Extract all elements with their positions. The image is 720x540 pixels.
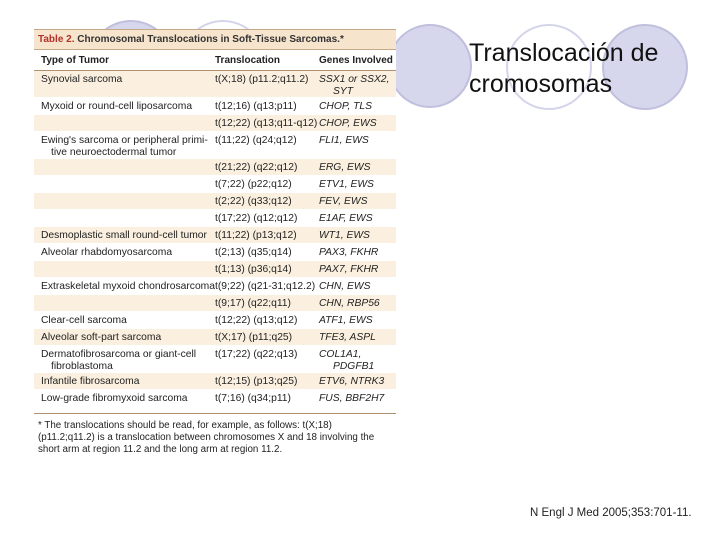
table-row xyxy=(34,261,396,278)
cell-translocation: t(2;13) (q35;q14) xyxy=(215,247,292,258)
table-row xyxy=(34,176,396,193)
cell-tumor-type-line-2: fibroblastoma xyxy=(51,360,113,372)
cell-tumor-type-line-1: Desmoplastic small round-cell tumor xyxy=(41,230,207,241)
cell-genes-line-1: CHOP, EWS xyxy=(319,118,377,129)
cell-genes-line-1: COL1A1, xyxy=(319,349,362,360)
table-row xyxy=(34,346,396,373)
cell-translocation: t(12;15) (p13;q25) xyxy=(215,376,298,387)
cell-genes-involved xyxy=(319,135,369,147)
cell-tumor-type-line-1: Ewing's sarcoma or peripheral primi- xyxy=(41,135,208,146)
cell-genes-line-1: CHN, RBP56 xyxy=(319,298,380,309)
table-row xyxy=(34,244,396,261)
cell-genes-line-1: ETV1, EWS xyxy=(319,179,374,190)
cell-genes-involved xyxy=(319,281,371,293)
cell-tumor-type xyxy=(41,281,215,293)
cell-genes-line-1: FLI1, EWS xyxy=(319,135,369,146)
cell-genes-line-1: WT1, EWS xyxy=(319,230,370,241)
cell-genes-line-1: ATF1, EWS xyxy=(319,315,373,326)
cell-translocation: t(12;22) (q13;q11-q12) xyxy=(215,118,318,129)
cell-tumor-type-line-1: Extraskeletal myxoid chondrosarcoma xyxy=(41,281,215,292)
cell-translocation: t(9;17) (q22;q11) xyxy=(215,298,291,309)
cell-translocation: t(17;22) (q12;q12) xyxy=(215,213,298,224)
table-row xyxy=(34,132,396,159)
cell-tumor-type xyxy=(41,74,122,86)
translocation-table xyxy=(34,29,396,463)
cell-genes-involved xyxy=(319,349,374,372)
cell-translocation: t(2;22) (q33;q12) xyxy=(215,196,292,207)
table-row xyxy=(34,71,396,98)
cell-translocation: t(17;22) (q22;q13) xyxy=(215,349,298,360)
table-row xyxy=(34,373,396,390)
cell-tumor-type xyxy=(41,349,196,372)
table-caption xyxy=(34,29,396,50)
table-row xyxy=(34,210,396,227)
cell-genes-line-1: SSX1 or SSX2, xyxy=(319,74,390,85)
cell-tumor-type-line-1: Alveolar soft-part sarcoma xyxy=(41,332,162,343)
cell-translocation: t(1;13) (p36;q14) xyxy=(215,264,292,275)
cell-tumor-type-line-1: Alveolar rhabdomyosarcoma xyxy=(41,247,173,258)
cell-tumor-type xyxy=(41,135,208,158)
table-header-row xyxy=(34,50,396,71)
cell-genes-involved xyxy=(319,264,378,276)
cell-translocation: t(12;16) (q13;p11) xyxy=(215,101,297,112)
cell-translocation: t(9;22) (q21-31;q12.2) xyxy=(215,281,316,292)
cell-genes-involved xyxy=(319,179,374,191)
table-row xyxy=(34,159,396,176)
cell-translocation: t(11;22) (p13;q12) xyxy=(215,230,297,241)
header-type-of-tumor: Type of Tumor xyxy=(41,55,109,66)
cell-genes-line-1: ETV6, NTRK3 xyxy=(319,376,385,387)
table-row xyxy=(34,98,396,115)
table-caption-label: Table 2. xyxy=(38,34,75,45)
cell-genes-involved xyxy=(319,230,370,242)
cell-genes-line-1: E1AF, EWS xyxy=(319,213,373,224)
cell-tumor-type xyxy=(41,376,139,388)
cell-tumor-type-line-1: Clear-cell sarcoma xyxy=(41,315,127,326)
cell-genes-line-1: PAX7, FKHR xyxy=(319,264,379,275)
cell-genes-line-1: CHN, EWS xyxy=(319,281,371,292)
decor-circle-2 xyxy=(388,24,472,108)
table-row xyxy=(34,278,396,295)
cell-genes-involved xyxy=(319,332,376,344)
cell-genes-involved xyxy=(319,118,377,130)
cell-genes-involved xyxy=(319,376,384,388)
table-row xyxy=(34,227,396,244)
table-row xyxy=(34,115,396,132)
cell-translocation: t(7;16) (q34;p11) xyxy=(215,393,291,404)
cell-tumor-type-line-1: Infantile fibrosarcoma xyxy=(41,376,140,387)
cell-tumor-type xyxy=(41,315,127,327)
table-row xyxy=(34,312,396,329)
cell-genes-line-1: TFE3, ASPL xyxy=(319,332,376,343)
cell-tumor-type-line-1: Myxoid or round-cell liposarcoma xyxy=(41,101,193,112)
table-footnote: * The translocations should be read, for example, as follows: t(X;18) (p11.2;q11.2) is a translocation between chromosomes X and 18 involving the short arm at region 11.2 and the long arm at region 11.2. xyxy=(38,420,375,455)
cell-genes-involved xyxy=(319,101,372,113)
table-caption-text: Chromosomal Translocations in Soft-Tissue Sarcomas.* xyxy=(77,34,344,45)
cell-genes-line-1: FUS, BBF2H7 xyxy=(319,393,385,404)
cell-tumor-type xyxy=(41,247,172,259)
cell-genes-involved xyxy=(319,315,373,327)
table-row xyxy=(34,329,396,346)
cell-tumor-type xyxy=(41,230,207,242)
citation: N Engl J Med 2005;353:701-11. xyxy=(530,507,692,519)
cell-tumor-type xyxy=(41,101,192,113)
cell-translocation: t(7;22) (p22;q12) xyxy=(215,179,292,190)
cell-genes-line-2: SYT xyxy=(333,85,354,97)
cell-translocation: t(X;18) (p11.2;q11.2) xyxy=(215,74,309,85)
cell-genes-involved xyxy=(319,298,380,310)
cell-genes-involved xyxy=(319,74,389,97)
cell-genes-line-1: CHOP, TLS xyxy=(319,101,373,112)
cell-genes-involved xyxy=(319,393,384,405)
table-bottom-rule xyxy=(34,413,396,414)
table-row xyxy=(34,295,396,312)
cell-tumor-type-line-1: Low-grade fibromyxoid sarcoma xyxy=(41,393,188,404)
cell-translocation: t(12;22) (q13;q12) xyxy=(215,315,298,326)
cell-translocation: t(X;17) (p11;q25) xyxy=(215,332,293,343)
cell-translocation: t(21;22) (q22;q12) xyxy=(215,162,298,173)
cell-genes-line-1: ERG, EWS xyxy=(319,162,371,173)
header-translocation: Translocation xyxy=(215,55,281,66)
cell-tumor-type xyxy=(41,393,188,405)
cell-genes-involved xyxy=(319,162,371,174)
table-row xyxy=(34,193,396,210)
cell-genes-involved xyxy=(319,196,367,208)
header-genes-involved: Genes Involved xyxy=(319,55,393,66)
cell-genes-involved xyxy=(319,213,373,225)
table-body xyxy=(34,71,396,407)
cell-translocation: t(11;22) (q24;q12) xyxy=(215,135,297,146)
slide-title-line-2: cromosomas xyxy=(469,70,613,98)
slide-title-line-1: Translocación de xyxy=(469,39,659,67)
cell-genes-line-1: PAX3, FKHR xyxy=(319,247,379,258)
cell-tumor-type-line-1: Synovial sarcoma xyxy=(41,74,123,85)
cell-tumor-type-line-1: Dermatofibrosarcoma or giant-cell xyxy=(41,349,197,360)
cell-genes-line-2: PDGFB1 xyxy=(333,360,375,372)
table-row xyxy=(34,390,396,407)
cell-genes-involved xyxy=(319,247,378,259)
cell-tumor-type-line-2: tive neuroectodermal tumor xyxy=(51,146,177,158)
cell-genes-line-1: FEV, EWS xyxy=(319,196,368,207)
slide-title xyxy=(469,38,709,100)
cell-tumor-type xyxy=(41,332,161,344)
